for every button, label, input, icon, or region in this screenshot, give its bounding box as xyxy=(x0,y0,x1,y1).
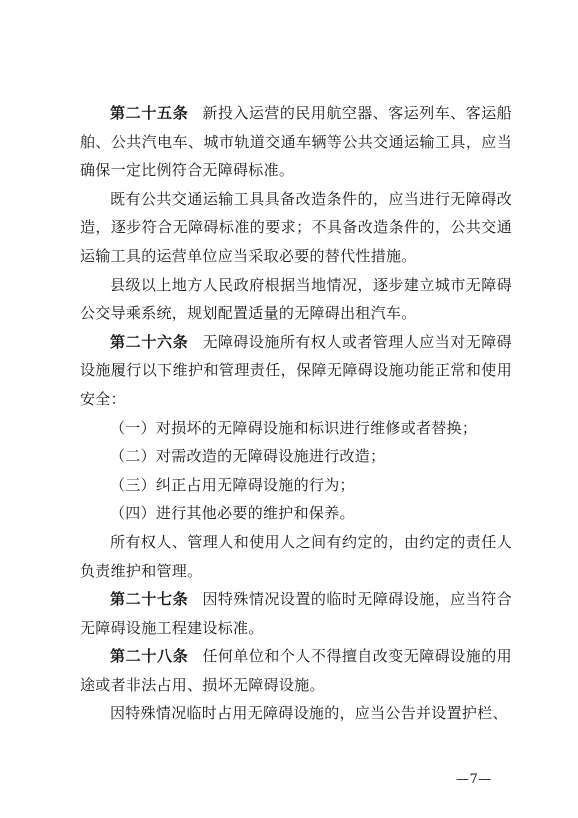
paragraph-text: （一）对损坏的无障碍设施和标识进行维修或者替换； xyxy=(110,418,478,437)
paragraph-text: 任何单位和个人不得擅自改变无障碍设施的用途或者非法占用、损坏无障碍设施。 xyxy=(80,647,512,694)
article-27-paragraph xyxy=(80,585,512,642)
paragraph-text: 既有公共交通运输工具具备改造条件的，应当进行无障碍改造，逐步符合无障碍标准的要求；不具备改造条件的，公共交通运输工具的运营单位应当采取必要的替代性措施。 xyxy=(80,189,512,265)
paragraph-text: 县级以上地方人民政府根据当地情况，逐步建立城市无障碍公交导乘系统，规划配置适量的无障碍出租汽车。 xyxy=(80,275,512,323)
page-number: —7— xyxy=(456,772,492,787)
paragraph-text: （二）对需改造的无障碍设施进行改造； xyxy=(110,447,386,466)
article-26-paragraph xyxy=(80,328,512,414)
paragraph-text: （三）纠正占用无障碍设施的行为； xyxy=(110,475,355,494)
list-item xyxy=(80,414,512,443)
article-25-clause-3 xyxy=(80,271,512,328)
article-25-clause-2 xyxy=(80,185,512,271)
list-item xyxy=(80,499,512,528)
article-number: 第二十六条 xyxy=(110,332,189,351)
paragraph-text: （四）进行其他必要的维护和保养。 xyxy=(110,504,355,523)
paragraph-text: 因特殊情况设置的临时无障碍设施，应当符合无障碍设施工程建设标准。 xyxy=(80,590,512,637)
article-28-clause-2 xyxy=(80,699,512,728)
article-number: 第二十八条 xyxy=(110,647,189,666)
list-item xyxy=(80,471,512,500)
document-body xyxy=(80,99,512,728)
paragraph-text: 新投入运营的民用航空器、客运列车、客运船舶、公共汽电车、城市轨道交通车辆等公共交通运输工具，应当确保一定比例符合无障碍标准。 xyxy=(80,104,512,180)
article-28-paragraph xyxy=(80,642,512,699)
paragraph-text: 因特殊情况临时占用无障碍设施的，应当公告并设置护栏、 xyxy=(110,704,508,723)
article-26-clause-2 xyxy=(80,528,512,585)
article-25-paragraph xyxy=(80,99,512,185)
paragraph-text: 所有权人、管理人和使用人之间有约定的，由约定的责任人负责维护和管理。 xyxy=(80,532,512,580)
article-number: 第二十七条 xyxy=(110,590,189,609)
article-number: 第二十五条 xyxy=(110,104,189,122)
paragraph-text: 无障碍设施所有权人或者管理人应当对无障碍设施履行以下维护和管理责任，保障无障碍设施功能正常和使用安全： xyxy=(80,332,512,408)
list-item xyxy=(80,442,512,471)
